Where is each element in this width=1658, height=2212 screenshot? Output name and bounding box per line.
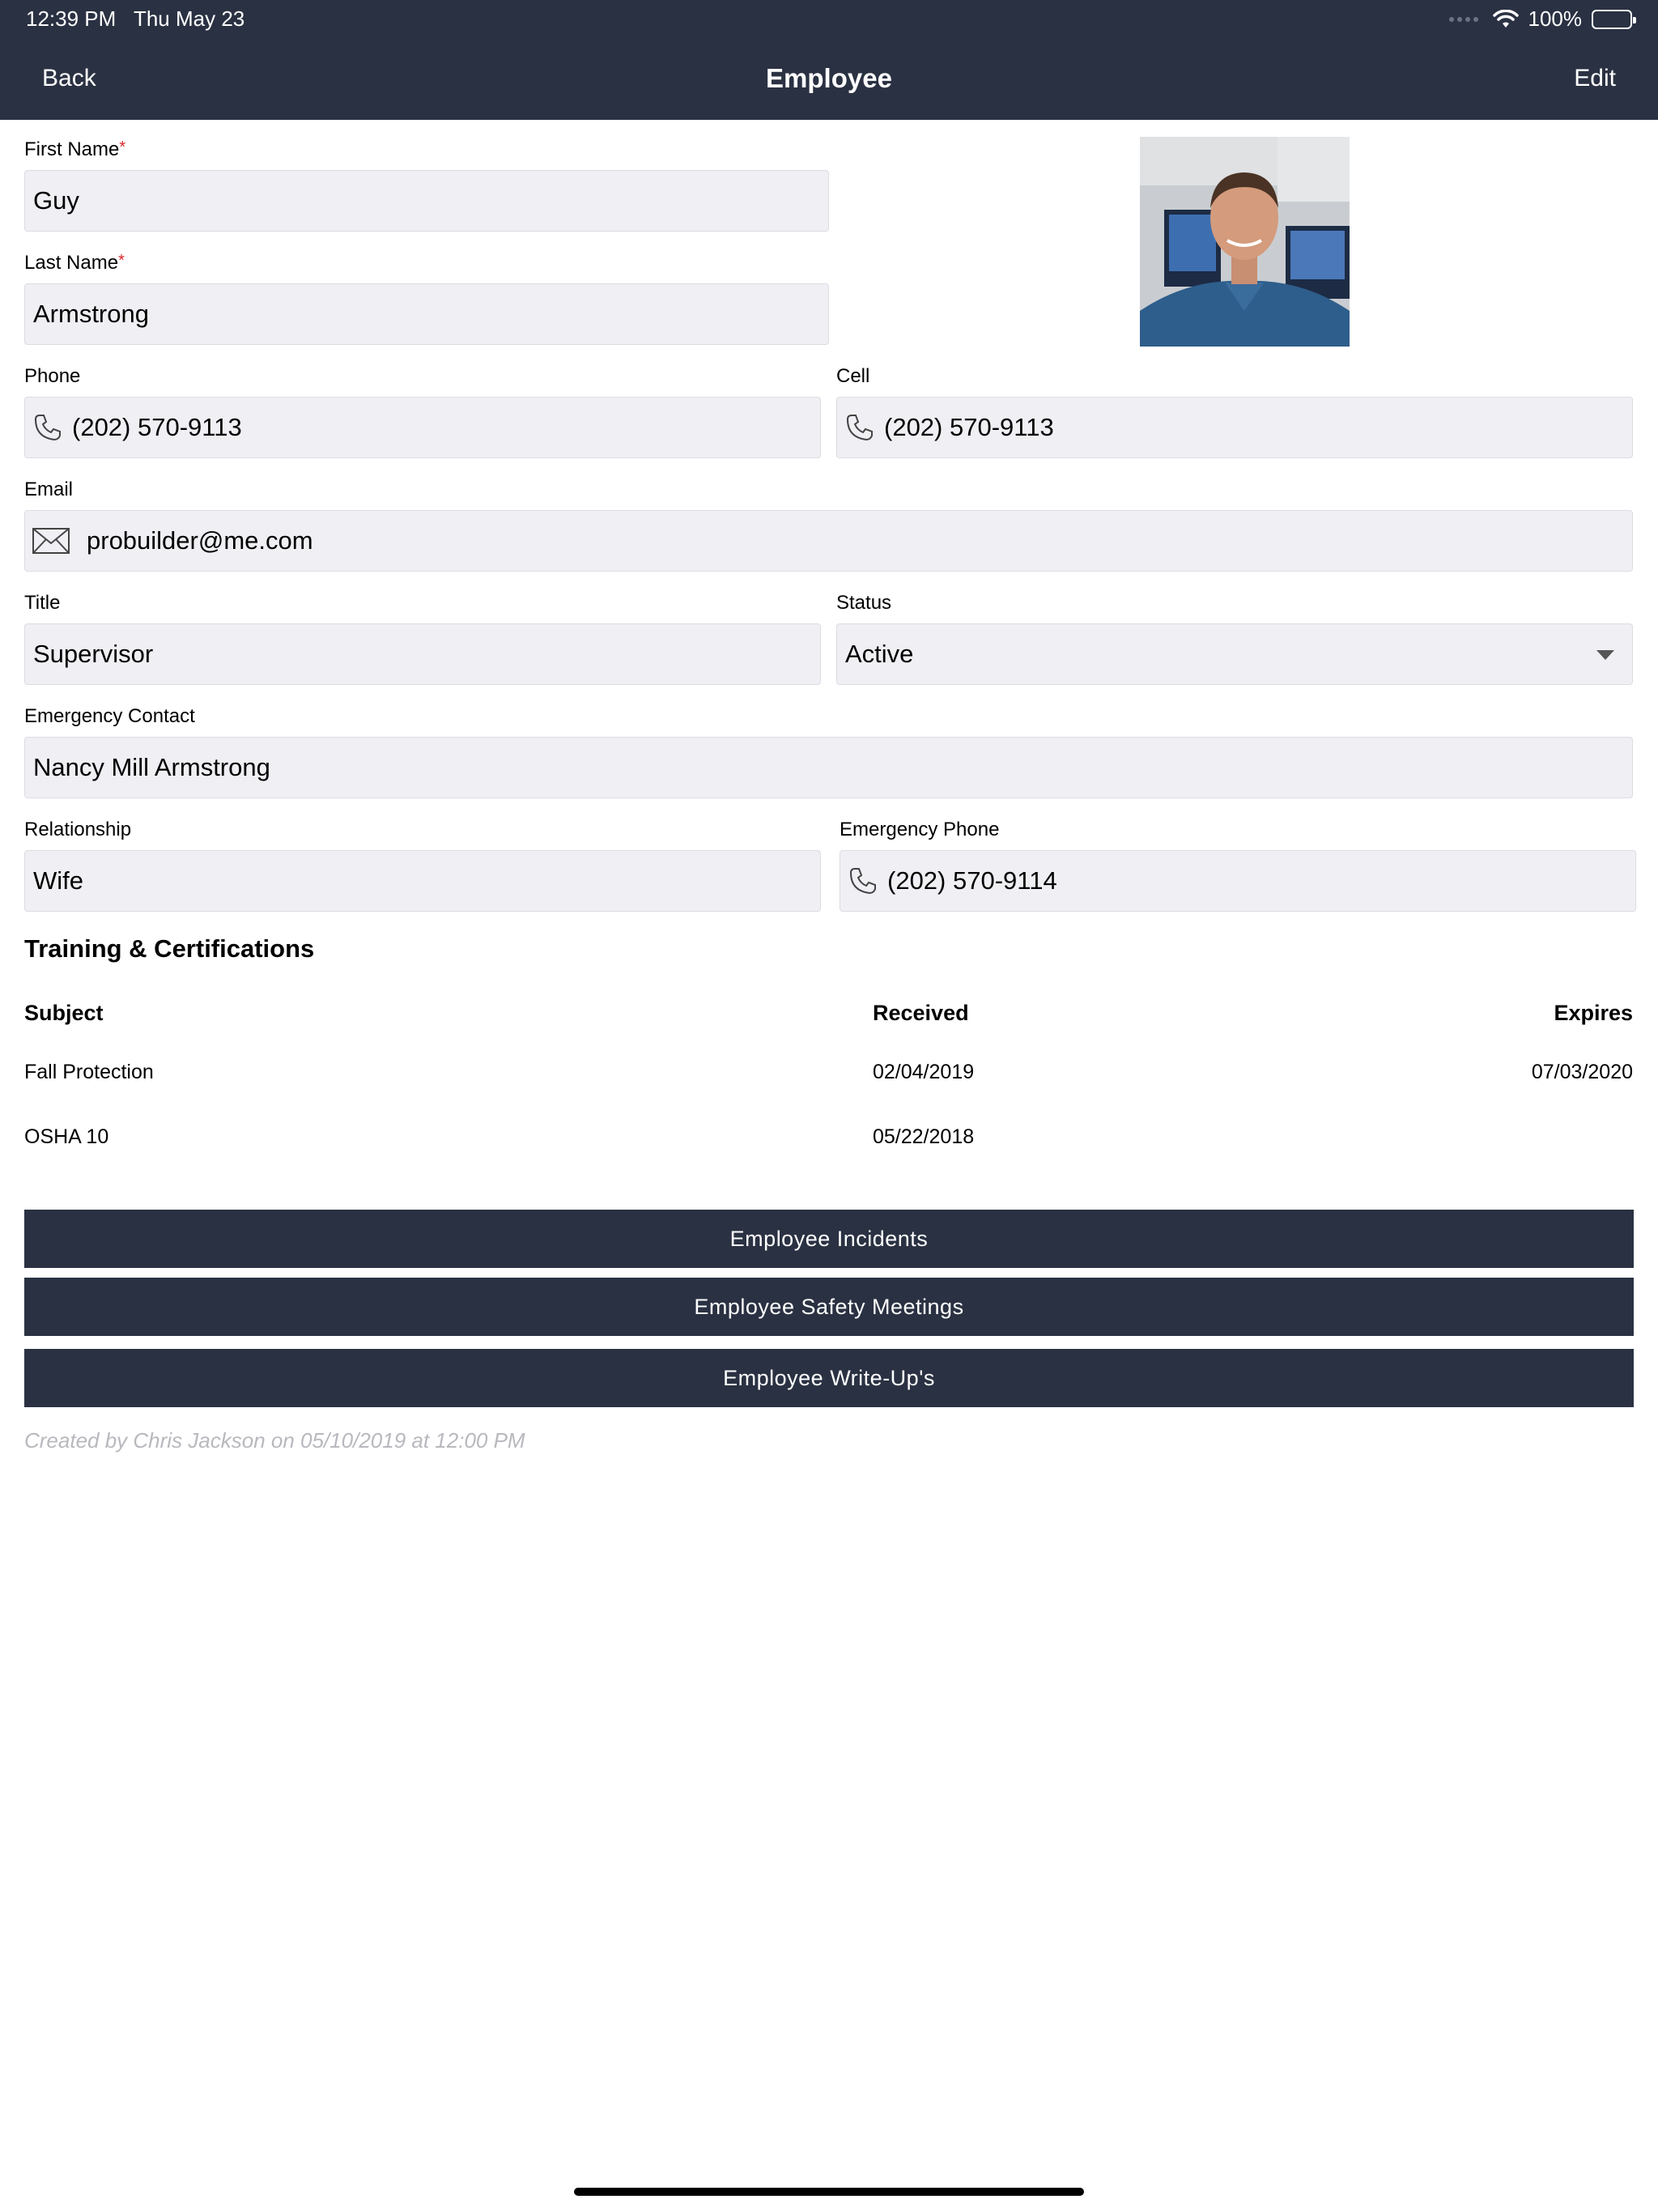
emergency-contact-label: Emergency Contact <box>24 705 195 727</box>
cell-value: (202) 570-9113 <box>884 413 1054 441</box>
first-name-field[interactable] <box>24 170 829 232</box>
training-received: 02/04/2019 <box>873 1061 975 1083</box>
last-name-field[interactable] <box>24 283 829 345</box>
title-field[interactable] <box>24 623 821 685</box>
emergency-phone-label: Emergency Phone <box>840 819 1000 840</box>
employee-write-ups-button[interactable]: Employee Write-Up's <box>24 1349 1634 1407</box>
navigation-header <box>0 0 1658 120</box>
envelope-icon <box>32 527 70 555</box>
cell-label: Cell <box>836 365 870 387</box>
phone-field[interactable] <box>24 397 821 458</box>
training-expires: 07/03/2020 <box>1531 1061 1633 1083</box>
created-info: Created by Chris Jackson on 05/10/2019 at 12:00 PM <box>24 1428 525 1453</box>
column-header-expires: Expires <box>1554 1001 1633 1025</box>
chevron-down-icon <box>1596 650 1614 660</box>
phone-icon <box>845 413 874 442</box>
title-value: Supervisor <box>33 640 154 668</box>
avatar <box>1140 137 1350 347</box>
employee-photo[interactable] <box>1140 137 1350 347</box>
training-subject: Fall Protection <box>24 1061 154 1083</box>
emergency-phone-value: (202) 570-9114 <box>887 866 1057 895</box>
status-time: 12:39 PM Thu May 23 <box>26 6 245 31</box>
employee-incidents-button[interactable]: Employee Incidents <box>24 1210 1634 1268</box>
column-header-subject: Subject <box>24 1001 104 1025</box>
cellular-signal-icon <box>1449 17 1478 22</box>
page-title: Employee <box>766 63 892 93</box>
emergency-phone-field[interactable] <box>840 850 1636 912</box>
status-indicators <box>1449 6 1633 32</box>
employee-safety-meetings-button[interactable]: Employee Safety Meetings <box>24 1278 1634 1336</box>
first-name-label: First Name* <box>24 138 126 160</box>
first-name-value: Guy <box>33 186 79 215</box>
phone-label: Phone <box>24 365 81 387</box>
wifi-icon <box>1493 10 1519 29</box>
status-value: Active <box>845 640 914 668</box>
relationship-value: Wife <box>33 866 83 895</box>
status-select[interactable] <box>836 623 1633 685</box>
phone-icon <box>33 413 62 442</box>
email-field[interactable] <box>24 510 1633 572</box>
training-subject: OSHA 10 <box>24 1125 109 1148</box>
last-name-value: Armstrong <box>33 300 149 328</box>
emergency-contact-field[interactable] <box>24 737 1633 798</box>
phone-icon <box>848 866 878 895</box>
relationship-label: Relationship <box>24 819 132 840</box>
home-indicator[interactable] <box>574 2188 1084 2196</box>
email-label: Email <box>24 479 74 500</box>
status-label: Status <box>836 592 892 614</box>
back-button[interactable]: Back <box>42 65 96 91</box>
column-header-received: Received <box>873 1001 969 1025</box>
last-name-label: Last Name* <box>24 252 125 274</box>
training-received: 05/22/2018 <box>873 1125 975 1148</box>
edit-button[interactable]: Edit <box>1574 65 1616 91</box>
phone-value: (202) 570-9113 <box>72 413 242 441</box>
title-label: Title <box>24 592 61 614</box>
battery-percent: 100% <box>1528 6 1582 31</box>
training-section-title: Training & Certifications <box>24 934 315 963</box>
battery-icon <box>1592 10 1632 29</box>
emergency-contact-value: Nancy Mill Armstrong <box>33 753 270 781</box>
cell-field[interactable] <box>836 397 1633 458</box>
relationship-field[interactable] <box>24 850 821 912</box>
email-value: probuilder@me.com <box>87 526 313 555</box>
